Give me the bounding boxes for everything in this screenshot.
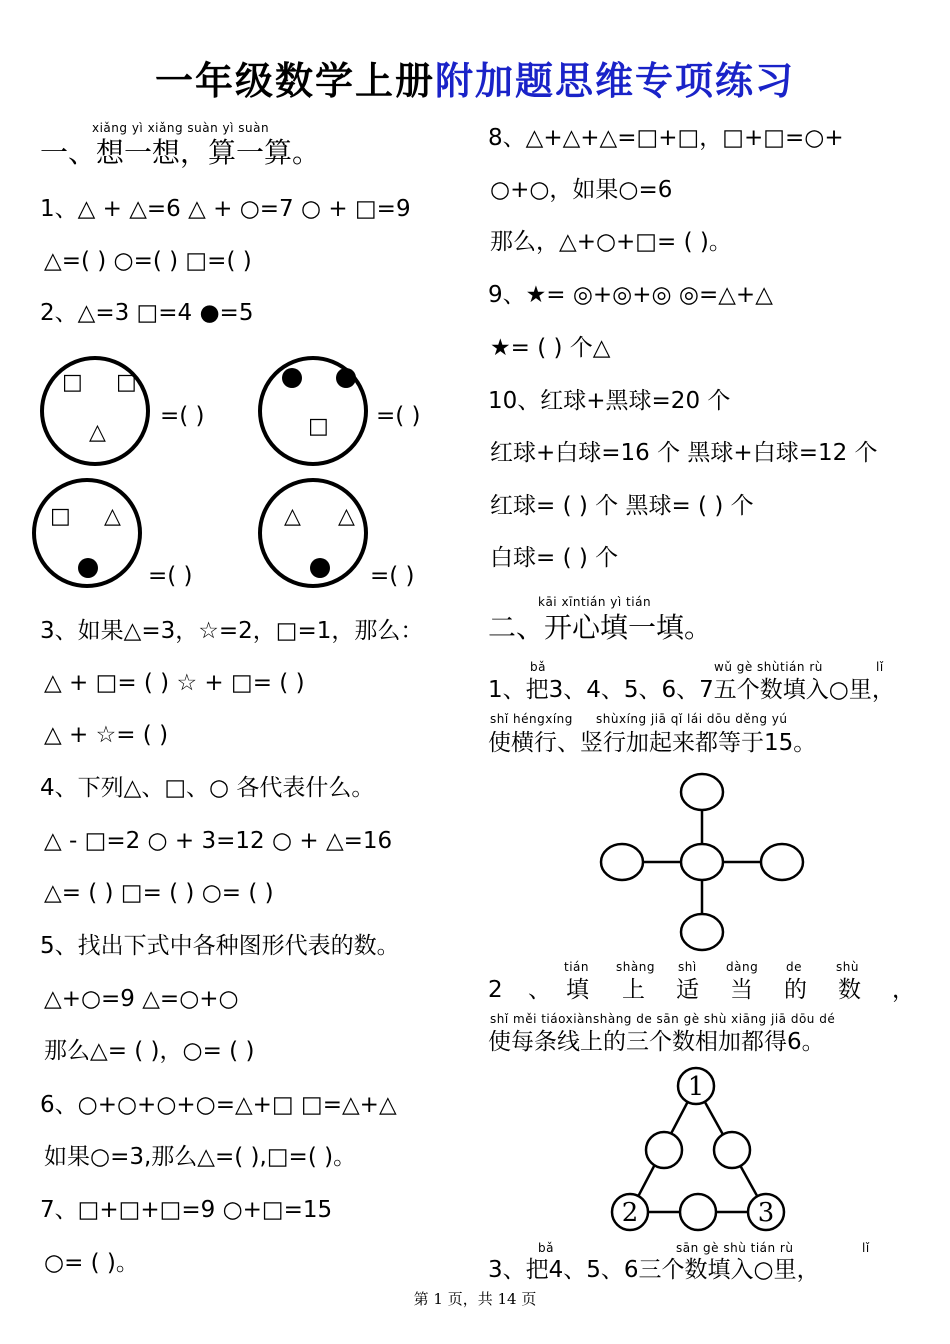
p1-pinyin-c: lǐ xyxy=(876,660,884,674)
p2-char-6: 当 xyxy=(730,977,753,1003)
triangle-label-top: 1 xyxy=(687,1072,705,1102)
face4-answer: =( ) xyxy=(370,563,415,589)
face3-mouth xyxy=(78,558,98,578)
page-title xyxy=(0,50,950,105)
p1-pinyin-b: wǔ gè shùtián rù xyxy=(714,660,823,674)
q5-line2: △+○=9 △=○+○ xyxy=(44,986,239,1012)
q8-line2: ○+○，如果○=6 xyxy=(490,177,673,203)
cross-circle-bottom[interactable] xyxy=(681,914,723,950)
q8-line1: 8、△+△+△=□+□，□+□=○+ xyxy=(488,125,844,151)
q10-line4: 白球= ( ) 个 xyxy=(490,545,619,571)
q10-line1: 10、红球+黑球=20 个 xyxy=(488,388,731,414)
q6-line1: 6、○+○+○+○=△+□ □=△+△ xyxy=(40,1092,397,1118)
p1-pinyin-e: shùxíng jiā qǐ lái dōu děng yú xyxy=(596,712,788,726)
p2-pinyin-1: tián xyxy=(564,960,589,974)
p3-pinyin-b: sān gè shù tián rù xyxy=(676,1241,794,1255)
p2-pinyin-5: de xyxy=(786,960,802,974)
q10-line3: 红球= ( ) 个 黑球= ( ) 个 xyxy=(490,493,754,519)
p2-char-4: 上 xyxy=(622,977,645,1003)
section2-pinyin: kāi xīntián yì tián xyxy=(538,595,652,609)
p2-char-5: 适 xyxy=(676,977,699,1003)
p2-char-1: 2 xyxy=(488,977,503,1003)
title-blue: 附加题思维专项练习 xyxy=(435,59,796,103)
q5-line1: 5、找出下式中各种图形代表的数。 xyxy=(40,933,400,959)
q10-line2: 红球+白球=16 个 黑球+白球=12 个 xyxy=(490,440,878,466)
p1-pinyin-a: bǎ xyxy=(530,660,546,674)
face4-right-eye: △ xyxy=(338,504,355,529)
face4-left-eye: △ xyxy=(284,504,301,529)
q6-line2: 如果○=3,那么△=( ),□=( )。 xyxy=(44,1144,357,1170)
p3-line1: 3、把4、5、6三个数填入○里， xyxy=(488,1257,820,1283)
section1-pinyin: xiǎng yì xiǎng suàn yì suàn xyxy=(92,121,270,135)
q3-line2: △ + □= ( ) ☆ + □= ( ) xyxy=(44,670,305,696)
p2-pinyin-4: dàng xyxy=(726,960,759,974)
q4-line1: 4、下列△、□、○ 各代表什么。 xyxy=(40,775,375,801)
q7-line1: 7、□+□+□=9 ○+□=15 xyxy=(40,1197,333,1223)
p1-line1: 1、把3、4、5、6、7五个数填入○里， xyxy=(488,677,895,703)
cross-diagram xyxy=(596,768,806,954)
section1-heading: 一、想一想，算一算。 xyxy=(40,136,321,169)
face3-answer: =( ) xyxy=(148,563,193,589)
cross-circle-right[interactable] xyxy=(761,844,803,880)
triangle-label-right: 3 xyxy=(757,1198,775,1228)
p3-pinyin-c: lǐ xyxy=(862,1241,870,1255)
p2-pinyin-6: shù xyxy=(836,960,859,974)
face-3 xyxy=(32,478,142,588)
q9-line1: 9、★= ◎+◎+◎ ◎=△+△ xyxy=(488,282,773,308)
triangle-label-left: 2 xyxy=(621,1198,639,1228)
p2-char-9: ， xyxy=(892,977,915,1003)
p2-pinyin-line2: shǐ měi tiáoxiànshàng de sān gè shù xiāng jiā dōu dé xyxy=(490,1012,836,1026)
p2-pinyin-2: shàng xyxy=(616,960,655,974)
q1-line2: △=( ) ○=( ) □=( ) xyxy=(44,248,252,274)
cross-circle-center[interactable] xyxy=(681,844,723,880)
q8-line3: 那么，△+○+□= ( )。 xyxy=(490,229,732,255)
q4-line3: △= ( ) □= ( ) ○= ( ) xyxy=(44,880,274,906)
p2-char-7: 的 xyxy=(784,977,807,1003)
q3-line1: 3、如果△=3，☆=2，□=1，那么： xyxy=(40,618,424,644)
triangle-node-bottom-mid[interactable] xyxy=(680,1194,716,1230)
face2-answer: =( ) xyxy=(376,403,421,429)
p1-pinyin-d: shǐ héngxíng xyxy=(490,712,573,726)
face1-left-eye: □ xyxy=(62,370,83,395)
p2-char-3: 填 xyxy=(566,977,589,1003)
face2-left-eye xyxy=(282,368,302,388)
triangle-node-right-mid[interactable] xyxy=(714,1132,750,1168)
q7-line2: ○= ( )。 xyxy=(44,1250,139,1276)
triangle-diagram xyxy=(608,1066,798,1238)
q2-line1: 2、△=3 □=4 ●=5 xyxy=(40,300,254,326)
triangle-node-left-mid[interactable] xyxy=(646,1132,682,1168)
p1-line2: 使横行、竖行加起来都等于15。 xyxy=(488,730,817,756)
face1-mouth: △ xyxy=(89,420,106,445)
face-1 xyxy=(40,356,150,466)
page-footer: 第 1 页，共 14 页 xyxy=(413,1290,537,1308)
face1-answer: =( ) xyxy=(160,403,205,429)
q3-line3: △ + ☆= ( ) xyxy=(44,722,169,748)
cross-circle-top[interactable] xyxy=(681,774,723,810)
q1-line1: 1、△ + △=6 △ + ○=7 ○ + □=9 xyxy=(40,196,411,222)
p2-char-2: 、 xyxy=(528,977,551,1003)
cross-circle-left[interactable] xyxy=(601,844,643,880)
section2-heading: 二、开心填一填。 xyxy=(488,611,713,644)
face1-right-eye: □ xyxy=(116,370,137,395)
face2-mouth: □ xyxy=(308,414,329,439)
face3-right-eye: △ xyxy=(104,504,121,529)
face-2 xyxy=(258,356,368,466)
face4-mouth xyxy=(310,558,330,578)
face-4 xyxy=(258,478,368,588)
face2-right-eye xyxy=(336,368,356,388)
q5-line3: 那么△= ( )，○= ( ) xyxy=(44,1038,255,1064)
p2-pinyin-3: shì xyxy=(678,960,697,974)
p2-line2: 使每条线上的三个数相加都得6。 xyxy=(488,1029,825,1055)
p3-pinyin-a: bǎ xyxy=(538,1241,554,1255)
q4-line2: △ - □=2 ○ + 3=12 ○ + △=16 xyxy=(44,828,393,854)
q9-line2: ★= ( ) 个△ xyxy=(490,335,611,361)
p2-char-8: 数 xyxy=(838,977,861,1003)
face3-left-eye: □ xyxy=(50,504,71,529)
title-black: 一年级数学上册 xyxy=(154,59,435,103)
